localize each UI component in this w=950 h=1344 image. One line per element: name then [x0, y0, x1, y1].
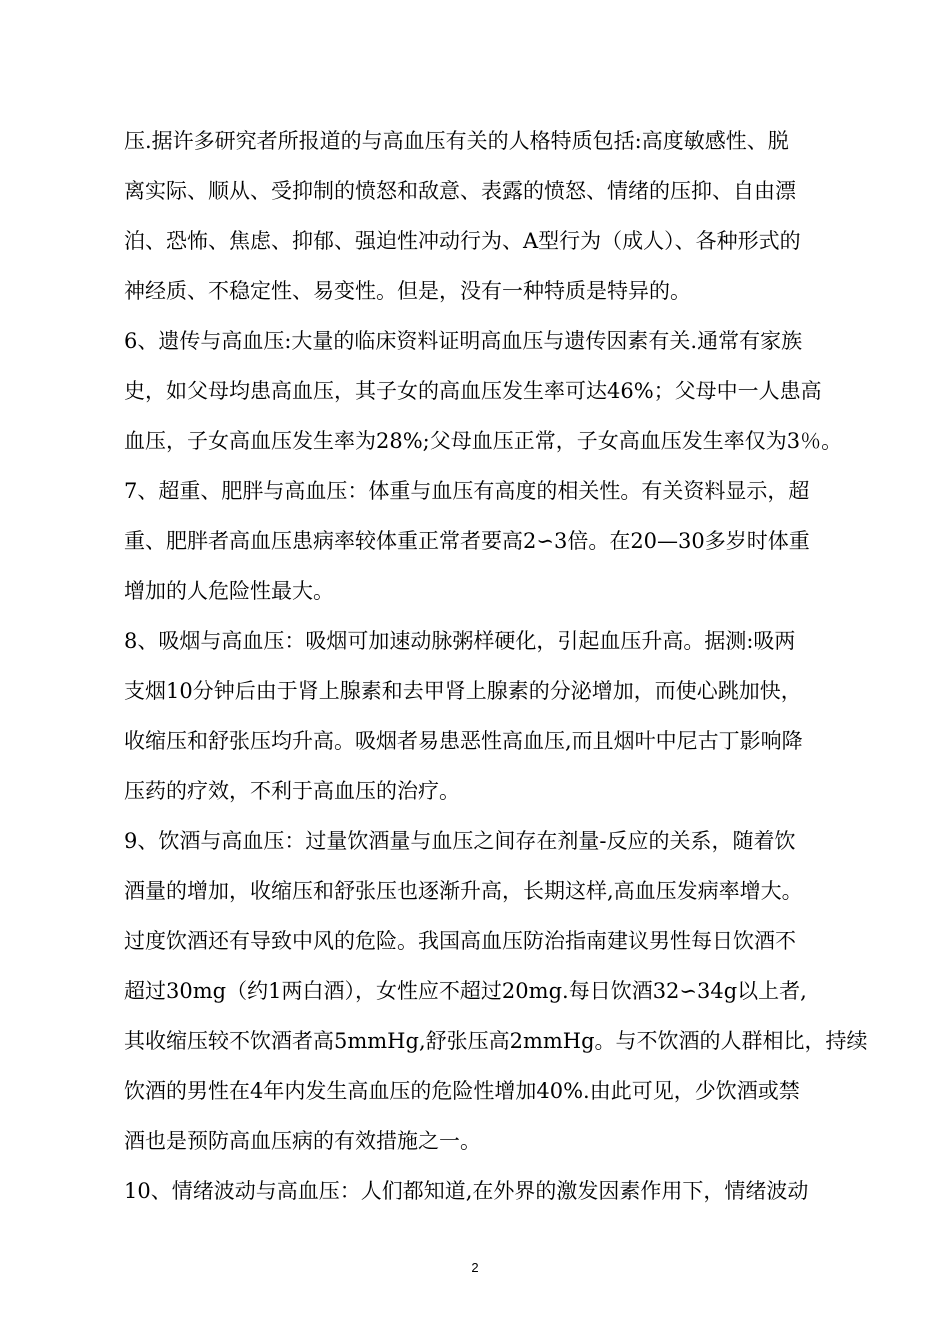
text-line: 泊、恐怖、焦虑、抑郁、强迫性冲动行为、A型行为（成人）、各种形式的 [124, 229, 801, 253]
text-line: 6、遗传与高血压:大量的临床资料证明高血压与遗传因素有关.通常有家族 [124, 329, 803, 353]
text-line: 神经质、不稳定性、易变性。但是，没有一种特质是特异的。 [124, 279, 691, 303]
text-line: 酒量的增加，收缩压和舒张压也逐渐升高，长期这样,高血压发病率增大。 [124, 879, 803, 903]
text-line: 压药的疗效，不利于高血压的治疗。 [124, 779, 460, 803]
text-line: 7、超重、肥胖与高血压：体重与血压有高度的相关性。有关资料显示，超 [124, 479, 810, 503]
text-line: 离实际、顺从、受抑制的愤怒和敌意、表露的愤怒、情绪的压抑、自由漂 [124, 179, 796, 203]
text-line: 8、吸烟与高血压：吸烟可加速动脉粥样硬化，引起血压升高。据测:吸两 [124, 629, 796, 653]
text-line: 饮酒的男性在4年内发生高血压的危险性增加40%.由此可见，少饮酒或禁 [124, 1079, 800, 1103]
text-line: 超过30mg（约1两白酒），女性应不超过20mg.每日饮酒32∽34g以上者, [124, 979, 807, 1003]
text-line: 收缩压和舒张压均升高。吸烟者易患恶性高血压,而且烟叶中尼古丁影响降 [124, 729, 803, 753]
text-line: 酒也是预防高血压病的有效措施之一。 [124, 1129, 481, 1153]
text-line: 支烟10分钟后由于肾上腺素和去甲肾上腺素的分泌增加，而使心跳加快， [124, 679, 802, 703]
text-line: 9、饮酒与高血压：过量饮酒量与血压之间存在剂量-反应的关系，随着饮 [124, 829, 796, 853]
text-line: 压.据许多研究者所报道的与高血压有关的人格特质包括:高度敏感性、脱 [124, 129, 789, 153]
page-number: 2 [471, 1260, 479, 1275]
text-line: 其收缩压较不饮酒者高5mmHg,舒张压高2mmHg。与不饮酒的人群相比，持续 [124, 1029, 868, 1053]
text-line: 10、情绪波动与高血压：人们都知道,在外界的激发因素作用下，情绪波动 [124, 1179, 809, 1203]
text-line: 增加的人危险性最大。 [124, 579, 334, 603]
text-line: 过度饮酒还有导致中风的危险。我国高血压防治指南建议男性每日饮酒不 [124, 929, 796, 953]
text-line: 史，如父母均患高血压，其子女的高血压发生率可达46%；父母中一人患高 [124, 379, 822, 403]
text-line: 血压，子女高血压发生率为28%;父母血压正常，子女高血压发生率仅为3％。 [124, 429, 843, 453]
text-line: 重、肥胖者高血压患病率较体重正常者要高2∽3倍。在20—30多岁时体重 [124, 529, 810, 553]
